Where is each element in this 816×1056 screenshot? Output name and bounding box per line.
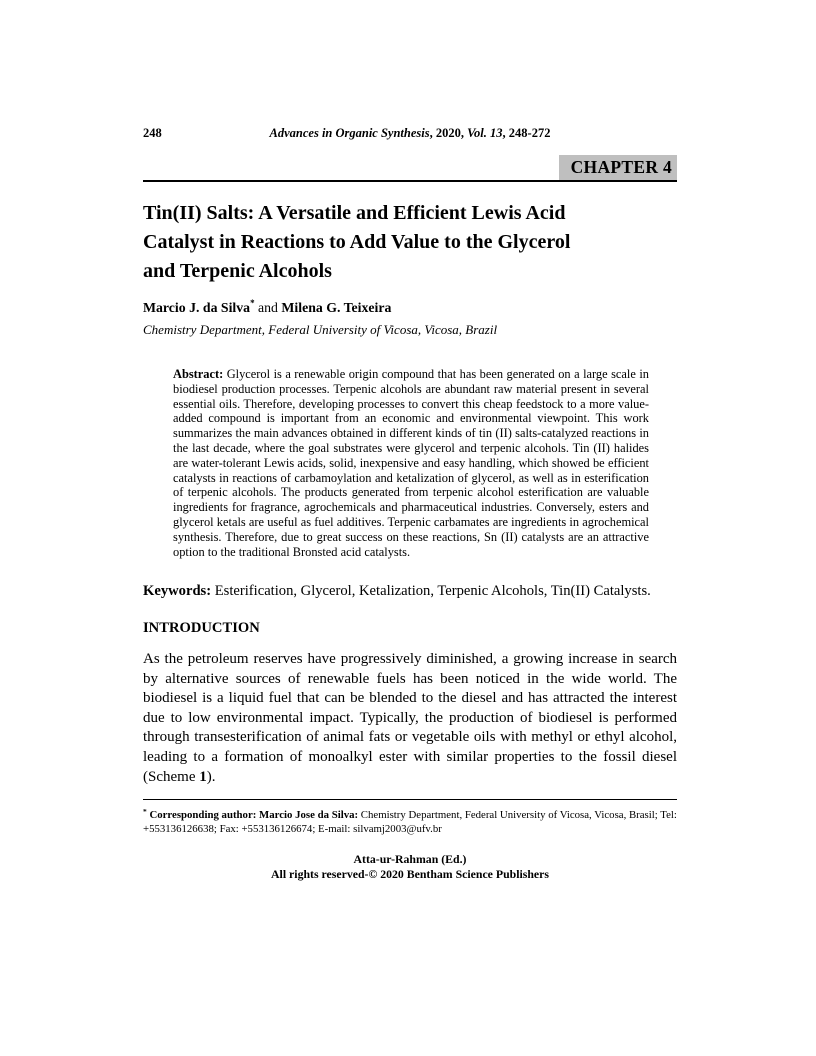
chapter-badge: CHAPTER 4 [559, 155, 677, 180]
footnote-mark: * [143, 807, 147, 817]
page-title [143, 199, 677, 286]
chapter-banner-rule [143, 155, 677, 182]
corresponding-author-mark: * [250, 298, 255, 308]
keywords-text: Esterification, Glycerol, Ketalization, Terpenic Alcohols, Tin(II) Catalysts. [211, 583, 651, 600]
abstract-text: Glycerol is a renewable origin compound that has been generated on a large scale in biodiesel production processes. Terpenic alcohols are abundant raw material present in several essential oils. Therefore, developing processes to convert this cheap feedstock to a more value-added compound is important from an economic and environmental viewpoint. This work summarizes the main advances obtained in different kinds of tin (II) salts-catalyzed reactions in the last decade, where the goal substrates were glycerol and terpenic alcohols. Tin (II) halides are water-tolerant Lewis acids, solid, inexpensive and easy handling, which showed be efficient catalysts in reactions of carbamoylation and ketalization of glycerol, as well as in esterification of terpenic alcohols. The products generated from terpenic alcohol esterification are valuable ingredients for fragrance, agrochemicals and pharmaceutical industries. Conversely, esters and glycerol ketals are useful as fuel additives. Terpenic carbamates are ingredients in agrochemical synthesis. Therefore, due to great success on these reactions, Sn (II) catalysts are an attractive option to the traditional Bronsted acid catalysts. [173, 367, 649, 559]
intro-text-end: ). [206, 768, 216, 785]
title-line-1: Tin(II) Salts: A Versatile and Efficient Lewis Acid [143, 202, 566, 224]
author-2: Milena G. Teixeira [281, 300, 392, 315]
footnote-label: Corresponding author: Marcio Jose da Silva: [146, 809, 361, 822]
title-line-3: and Terpenic Alcohols [143, 260, 332, 282]
affiliation: Chemistry Department, Federal University of Vicosa, Vicosa, Brazil [143, 322, 498, 337]
page-content [143, 126, 677, 881]
authors-line [143, 298, 677, 316]
intro-paragraph [143, 650, 677, 787]
journal-pages: , 248-272 [502, 126, 551, 140]
journal-volume: Vol. 13 [467, 126, 503, 140]
keywords [143, 583, 677, 601]
imprint-rights: All rights reserved-© 2020 Bentham Science Publishers [271, 866, 549, 881]
keywords-label: Keywords: [143, 583, 212, 600]
journal-title: Advances in Organic Synthesis [269, 126, 430, 140]
author-conjunction: and [254, 300, 282, 315]
running-header [143, 126, 677, 142]
section-heading-introduction: INTRODUCTION [143, 619, 260, 636]
journal-year: , 2020, [429, 126, 468, 140]
intro-text: As the petroleum reserves have progressively diminished, a growing increase in search by alternative sources of renewable fuels has been noticed in the wide world. The biodiesel is a liquid fuel that can be blended to the diesel and has attracted the interest due to low environmental impact. Typically, the production of biodiesel is performed through transesterification of animal fats or vegetable oils with methyl or ethyl alcohol, leading to a formation of monoalkyl ester with similar properties to the fossil diesel (Scheme [143, 650, 677, 785]
imprint [143, 852, 677, 881]
page-number: 248 [143, 126, 162, 140]
abstract-label: Abstract: [173, 367, 224, 381]
footnote [143, 799, 677, 836]
footnote-text: Chemistry Department, Federal University of Vicosa, Vicosa, Brasil; Tel: +553136126638; Fax: +553136126674; E-mail: silvamj2003@ufv.br [143, 809, 677, 835]
abstract [173, 367, 649, 559]
title-line-2: Catalyst in Reactions to Add Value to the Glycerol [143, 231, 571, 253]
scheme-reference-number: 1 [199, 768, 207, 785]
author-1: Marcio J. da Silva [143, 300, 251, 315]
imprint-editor: Atta-ur-Rahman (Ed.) [353, 851, 467, 866]
journal-reference [143, 126, 677, 141]
